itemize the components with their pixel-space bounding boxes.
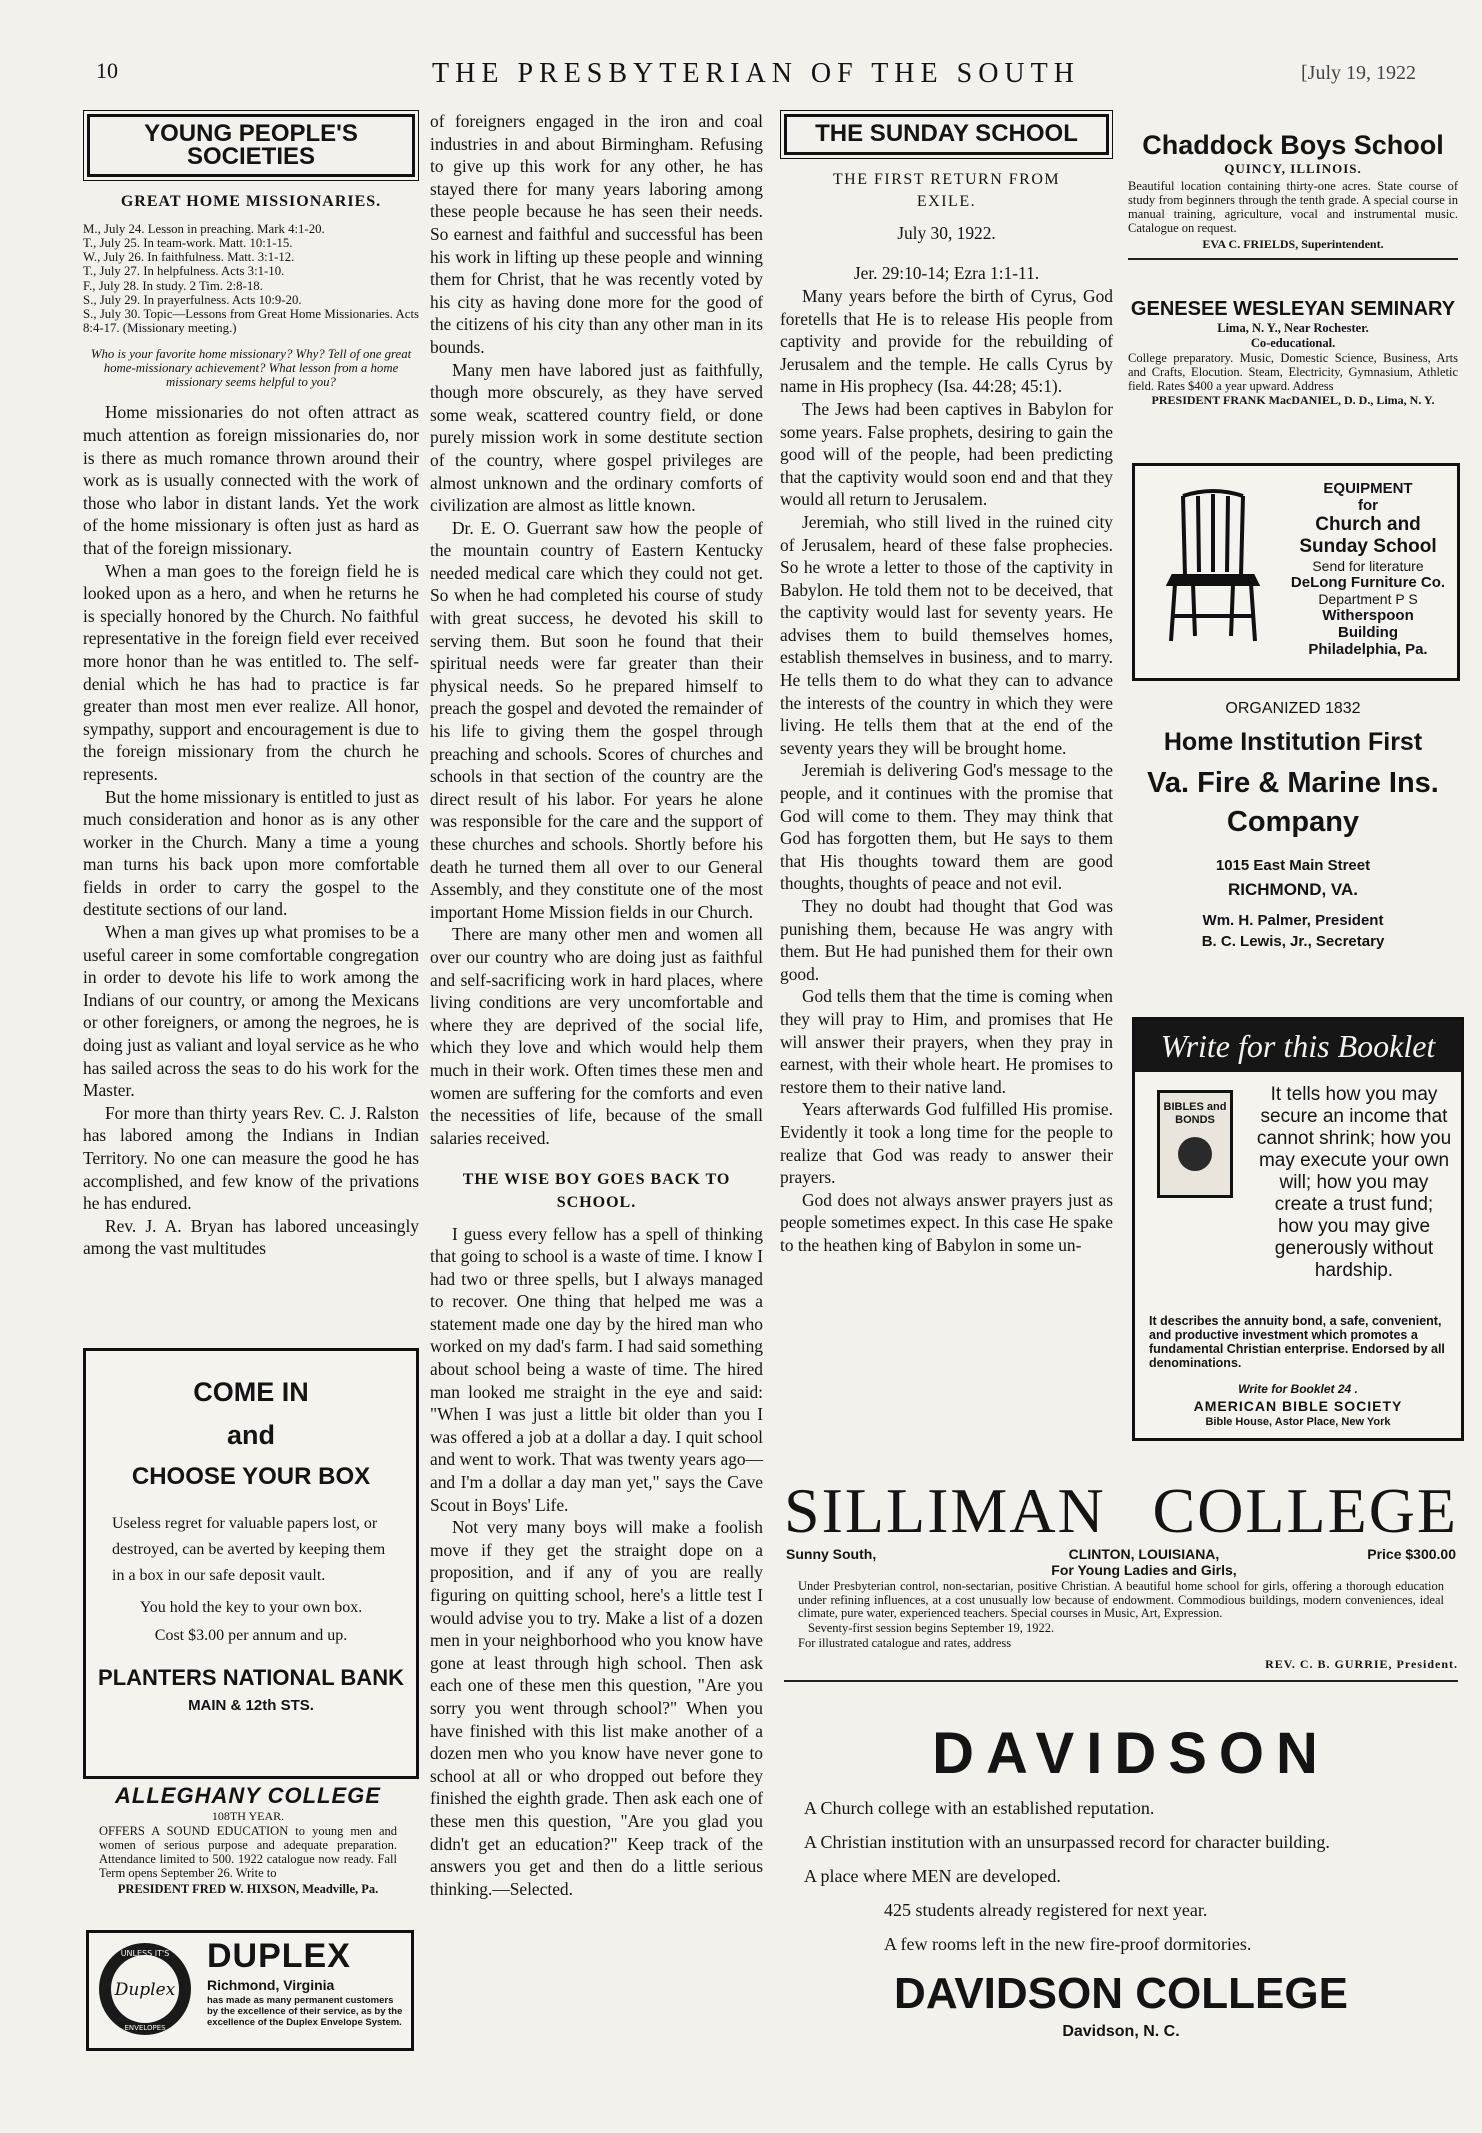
ad-headline: and	[226, 1420, 275, 1450]
article-paragraph: Many men have labored just as faithfully, though more obscurely, as they have served some weak, scattered country field, or done purely mission work in some destitute section of the country, where gospel privileges are almost unknown and the ordinary comforts of civilization are almost as little known.	[430, 359, 763, 516]
sunday-school-column	[780, 110, 1113, 1257]
lesson-paragraph: God tells them that the time is coming when they will pray to Him, and promises that He will answer their prayers, when they pray in earnest, with their whole heart. He promises to restore them to their native land.	[780, 986, 1113, 1097]
davidson-line: 425 students already registered for next year.	[884, 1900, 1208, 1920]
lesson-paragraph: Many years before the birth of Cyrus, God foretells that He is to release His people from captivity and provide for the rebuilding of Jerusalem and the temple. He calls Cyrus by name in His prophecy (Isa. 44:28; 45:1).	[780, 285, 1113, 397]
publication-title: THE PRESBYTERIAN OF THE SOUTH	[432, 58, 1080, 89]
silliman-catalog: For illustrated catalogue and rates, address	[798, 1635, 1012, 1650]
equipment-line: Department P S	[1318, 591, 1418, 607]
duplex-ad	[86, 1930, 414, 2051]
silliman-college-ad	[784, 1475, 1458, 1682]
page-number: 10	[96, 58, 118, 83]
insurance-line: Company	[1226, 806, 1360, 838]
article-paragraph: Dr. E. O. Guerrant saw how the people of the mountain country of Eastern Kentucky needed medical care which they could not get. So when he had completed his course of study with great success, he devoted his skill to serving them. But soon he found that their spiritual needs were far greater than their physical needs. So he prepared himself to preach the gospel and devoted the remainder of his life to giving them the gospel through preaching and schools. Scores of churches and schools in that section of the country are the direct result of his labor. For years he alone was responsible for the care and the support of these churches and schools. Shortly before his death he turned them all over to our General Assembly, and they constitute one of the most important Home Mission fields in our Church.	[430, 517, 763, 922]
davidson-title: DAVIDSON	[932, 1721, 1330, 1786]
school-name: Chaddock Boys School	[1142, 130, 1444, 160]
equipment-line: Sunday School	[1299, 536, 1437, 557]
lesson-scripture: Jer. 29:10-14; Ezra 1:1-11.	[853, 263, 1040, 284]
ad-body: Beautiful location containing thirty-one acres. State course of study from beginners through the tenth grade. A special course in manual training, agriculture, vocal and instrumental music. Catalogue on request.	[1128, 179, 1458, 235]
ad-body: College preparatory. Music, Domestic Science, Business, Arts and Crafts, Elocution. Steam, Electricity, Gymnasium, Athletic field. Rates $400 a year upward. Address	[1128, 351, 1458, 393]
duplex-city: Richmond, Virginia	[207, 1977, 335, 1993]
lesson-paragraph: The Jews had been captives in Babylon for some years. False prophets, desiring to gain the good will of the people, had been predicting that the captivity would soon end and that they would all return to Jerusalem.	[780, 398, 1113, 510]
booklet-cta: Write for Booklet 24 .	[1238, 1382, 1358, 1396]
chair-icon	[1153, 486, 1273, 646]
article-paragraph: There are many other men and women all over our country who are doing just as faithful and self-sacrificing work in hard places, where living conditions are very uncomfortable and where they are deprived of the social life, which they love and which would help them much in their work. Often times these men and women are suffering for the comforts and even the necessities of life, because of the small salaries received.	[430, 924, 763, 1148]
insurance-ad	[1128, 700, 1458, 950]
equipment-ad	[1132, 463, 1460, 681]
college-name: SILLIMAN COLLEGE	[784, 1475, 1458, 1546]
lesson-paragraph: They no doubt had thought that God was punishing them, because He was angry with them. But He had punished them for their own good.	[780, 896, 1113, 984]
issue-date: [July 19, 1922	[1301, 62, 1416, 84]
insurance-city: RICHMOND, VA.	[1227, 880, 1358, 899]
insurance-address: 1015 East Main Street	[1215, 857, 1371, 874]
davidson-college-ad	[784, 1720, 1458, 2041]
schedule-line: M., July 24. Lesson in preaching. Mark 4:1-20.	[83, 221, 325, 236]
equipment-line: Building	[1338, 624, 1398, 641]
ad-body: Useless regret for valuable papers lost, or destroyed, can be averted by keeping them in a box in our safe deposit vault.	[112, 1515, 386, 1584]
davidson-line: A Church college with an established reputation.	[804, 1798, 1155, 1818]
ad-contact: REV. C. B. GURRIE, President.	[1265, 1656, 1458, 1671]
ad-headline: COME IN	[193, 1377, 309, 1407]
davidson-line: A few rooms left in the new fire-proof dormitories.	[884, 1934, 1252, 1954]
bank-name: PLANTERS NATIONAL BANK	[98, 1665, 404, 1690]
college-year: 108TH YEAR.	[211, 1809, 285, 1823]
schedule-line: W., July 26. In faithfulness. Matt. 3:1-12.	[83, 250, 295, 265]
equipment-line: DeLong Furniture Co.	[1290, 574, 1446, 591]
young-peoples-column	[83, 110, 419, 1260]
school-coed: Co-educational.	[1250, 336, 1336, 350]
lesson-paragraph: Years afterwards God fulfilled His promise. Evidently it took a long time for the people to realize that God was ready to answer their prayers.	[780, 1099, 1113, 1188]
article-paragraph: But the home missionary is entitled to just as much consideration and honor as is any other worker in the Church. Many a time a young man turns his back upon more comfortable fields in order to carry the gospel to the destitute sections of our land.	[83, 786, 419, 920]
davidson-college-name: DAVIDSON COLLEGE	[894, 1969, 1348, 2018]
duplex-seal-icon	[95, 1939, 195, 2039]
svg-text:ENVELOPES: ENVELOPES	[124, 2024, 166, 2032]
bible-society-ad	[1132, 1017, 1464, 1441]
ad-contact: EVA C. FRIELDS, Superintendent.	[1202, 237, 1384, 251]
bank-address: MAIN & 12th STS.	[188, 1697, 314, 1714]
davidson-line: A place where MEN are developed.	[804, 1866, 1061, 1886]
bible-society-address: Bible House, Astor Place, New York	[1205, 1416, 1391, 1428]
ad-body: Cost $3.00 per annum and up.	[154, 1627, 348, 1644]
sunday-school-heading: THE SUNDAY SCHOOL	[784, 114, 1109, 155]
insurance-line: Va. Fire & Marine Ins.	[1147, 767, 1439, 799]
lesson-paragraph: Jeremiah, who still lived in the ruined city of Jerusalem, heard of these false prophecies. So he wrote a letter to those of the captivity in Babylon. He told them not to be deceived, that the captivity would last for seventy years. He advises them to build themselves homes, establish themselves in business, and to marry. He tells them to do what they can to advance the interests of the country in which they were living. He tells them that at the end of the seventy years they will be brought home.	[780, 511, 1113, 758]
lesson-title: THE FIRST RETURN FROM EXILE.	[832, 170, 1061, 211]
ad-body: You hold the key to your own box.	[139, 1599, 363, 1616]
duplex-name: DUPLEX	[207, 1937, 351, 1975]
article-paragraph: When a man goes to the foreign field he is looked upon as a hero, and when he returns he is specially honored by the Church. No faithful representative in the foreign field ever received more honor than he was entitled to. The self-denial which he has had to practice is far greater than most men ever realize. All honor, sympathy, support and encouragement is due to the foreign missionary from the church he represents.	[83, 560, 419, 784]
svg-text:Duplex: Duplex	[114, 1980, 176, 2000]
article-paragraph: When a man gives up what promises to be a useful career in some comfortable congregation in order to devote his life to work among the Indians of our country, or among the Mexicans or other foreigners, or among the negroes, he is doing just as valiant and loyal service as he who has sailed across the seas to do his work for the Master.	[83, 922, 419, 1101]
svg-text:UNLESS IT'S: UNLESS IT'S	[120, 1949, 170, 1958]
booklet-description: It describes the annuity bond, a safe, convenient, and productive investment which promotes a fundamental Christian enterprise. Endorsed by all denominations.	[1149, 1314, 1445, 1370]
equipment-line: EQUIPMENT	[1323, 480, 1413, 497]
school-name: GENESEE WESLEYAN SEMINARY	[1130, 298, 1456, 320]
lesson-paragraph: Jeremiah is delivering God's message to the people, and it continues with the promise that God will come to them. They may think that God has forgotten them, but He says to them that His thoughts toward them are good thoughts, thoughts of peace and not evil.	[780, 760, 1113, 894]
schedule-line: S., July 29. In prayerfulness. Acts 10:9-20.	[83, 292, 302, 307]
insurance-secretary: B. C. Lewis, Jr., Secretary	[1201, 933, 1385, 950]
missionaries-continued-column	[430, 110, 763, 1900]
bible-society-name: AMERICAN BIBLE SOCIETY	[1193, 1398, 1403, 1414]
schedule-line: T., July 25. In team-work. Matt. 10:1-15.	[83, 235, 293, 250]
college-name: ALLEGHANY COLLEGE	[115, 1783, 381, 1808]
silliman-session: Seventy-first session begins September 19, 1922.	[808, 1620, 1055, 1635]
silliman-audience: For Young Ladies and Girls,	[1051, 1562, 1237, 1578]
ad-body: Under Presbyterian control, non-sectarian, positive Christian. A beautiful home school for girls, offering a thorough education under refining influences, at a cost unusually low because of endowment. Commodious buildings, modern conveniences, ideal climate, pure water, experienced teachers. Special courses in Music, Art, Expression.	[798, 1579, 1444, 1621]
lesson-schedule	[83, 222, 419, 336]
ad-body: OFFERS A SOUND EDUCATION to young men and women of serious purpose and adequate preparation. Attendance limited to 500. 1922 catalogue now ready. Fall Term opens September 26. Write to	[99, 1824, 397, 1880]
booklet-cover-icon	[1157, 1090, 1233, 1198]
lesson-date: July 30, 1922.	[897, 222, 996, 243]
chaddock-ad	[1128, 130, 1458, 260]
article-paragraph: Home missionaries do not often attract as much attention as foreign missionaries do, nor is there as much romance thrown around their work as is usually connected with the work of those who labor in distant lands. Yet the work of the home missionary is often just as hard as that of the foreign missionary.	[83, 402, 419, 558]
wise-boy-heading: THE WISE BOY GOES BACK TO SCHOOL.	[462, 1171, 731, 1211]
booklet-cover-label: BIBLES and BONDS	[1163, 1101, 1227, 1126]
equipment-line: Philadelphia, Pa.	[1308, 641, 1428, 658]
duplex-body: has made as many permanent customers by the excellence of their service, as by the excellence of the Duplex Envelope System.	[207, 1995, 403, 2028]
insurance-line: Home Institution First	[1163, 728, 1423, 756]
equipment-line: Send for literature	[1312, 558, 1424, 574]
genesee-ad	[1128, 298, 1458, 408]
equipment-line: Witherspoon	[1322, 607, 1414, 624]
ad-contact: PRESIDENT FRANK MacDANIEL, D. D., Lima, N. Y.	[1151, 393, 1435, 407]
ad-headline: CHOOSE YOUR BOX	[131, 1463, 371, 1490]
davidson-line: A Christian institution with an unsurpassed record for character building.	[804, 1832, 1330, 1852]
davidson-city: Davidson, N. C.	[1062, 2023, 1180, 2040]
discussion-questions: Who is your favorite home missionary? Why? Tell of one great home-missionary achievement? What lesson from a home missionary seems helpful to you?	[90, 347, 412, 390]
story-paragraph: Not very many boys will make a foolish move if they get the straight dope on a proposition, and if any of you are really figuring on quitting school, here's a little test I would advise you to try. Make a list of a dozen men in your neighborhood who you know have gone at least through high school. Then ask each one of these men this question, "Are you sorry you went through school?" When you have finished with this list make another of a dozen men who you know have never gone to school at all or who dropped out before they finished the eighth grade. Then ask each one of these men this question, "Are you glad you didn't get an education?" Keep track of the answers you get and then do a little serious thinking.—Selected.	[430, 1517, 763, 1899]
equipment-line: Church and	[1315, 514, 1421, 535]
silliman-price: Price $300.00	[1367, 1546, 1456, 1562]
lesson-paragraph: God does not always answer prayers just as people sometimes expect. In this case He spake to the heathen king of Babylon in some un-	[780, 1189, 1113, 1255]
silliman-city: CLINTON, LOUISIANA,	[1068, 1546, 1220, 1562]
equipment-line: for	[1358, 497, 1378, 514]
booklet-banner: Write for this Booklet	[1135, 1020, 1461, 1072]
alleghany-college-ad	[83, 1783, 413, 1897]
story-paragraph: I guess every fellow has a spell of thinking that going to school is a waste of time. I know I had two or three spells, but I always managed to recover. One thing that helped me was a statement made one day by the hired man who worked on my dad's farm. I had said something about school being a waste of time. The hired man looked me straight in the eye and said: "When I was just a little bit older than you I was offered a job at a dollar a day. I quit school and went to work. That was twenty years ago—and I'm a dollar a day man yet," says the Cave Scout in Boys' Life.	[430, 1223, 763, 1515]
article-paragraph: For more than thirty years Rev. C. J. Ralston has labored among the Indians in Indian Territory. No one can measure the good he has accomplished, and few know of the privations he has endured.	[83, 1102, 419, 1214]
silliman-tagline: Sunny South,	[786, 1546, 877, 1562]
school-location: Lima, N. Y., Near Rochester.	[1217, 321, 1369, 335]
school-location: QUINCY, ILLINOIS.	[1224, 161, 1362, 176]
great-home-missionaries-heading: GREAT HOME MISSIONARIES.	[120, 193, 382, 211]
schedule-line: F., July 28. In study. 2 Tim. 2:8-18.	[83, 278, 263, 293]
ad-contact: PRESIDENT FRED W. HIXSON, Meadville, Pa.	[117, 1882, 379, 1896]
booklet-promise: It tells how you may secure an income that cannot shrink; how you may execute your own will; how you may create a trust fund; how you may give generously without hardship.	[1256, 1084, 1452, 1281]
insurance-organized: ORGANIZED 1832	[1225, 700, 1361, 717]
insurance-president: Wm. H. Palmer, President	[1202, 912, 1384, 929]
planters-bank-ad	[83, 1348, 419, 1779]
page-header	[96, 58, 1416, 98]
schedule-line: S., July 30. Topic—Lessons from Great Home Missionaries. Acts 8:4-17. (Missionary meeting.)	[83, 307, 419, 336]
schedule-line: T., July 27. In helpfulness. Acts 3:1-10.	[83, 264, 285, 279]
young-peoples-heading: YOUNG PEOPLE'S SOCIETIES	[87, 114, 415, 177]
article-paragraph: Rev. J. A. Bryan has labored unceasingly among the vast multitudes	[83, 1215, 419, 1259]
article-paragraph: of foreigners engaged in the iron and coal industries in and about Birmingham. Refusing to give up this work for any other, he has stayed there for many years laboring among these people because he has seen their needs. So earnest and faithful and successful has been his work in lifting up these people and winning them for Christ, that he was recently voted by his city as having done more for the good of the citizens of his city than any other man in its bounds.	[430, 111, 763, 357]
